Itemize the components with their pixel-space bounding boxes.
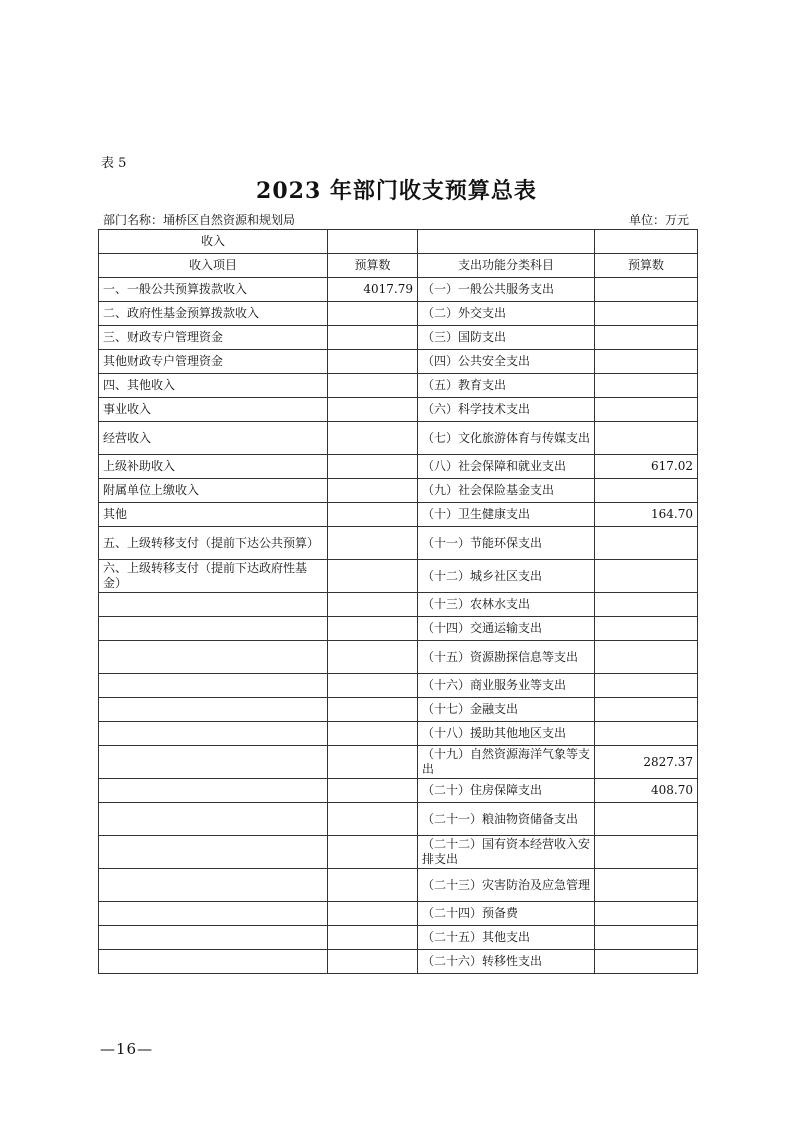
income-amount-cell	[328, 722, 418, 746]
expense-item-cell: （一）一般公共服务支出	[418, 278, 595, 302]
expense-item-cell: （十）卫生健康支出	[418, 503, 595, 527]
expense-amount-cell	[595, 902, 698, 926]
expense-amount-cell	[595, 617, 698, 641]
income-item-cell: 四、其他收入	[99, 374, 328, 398]
income-item-cell: 三、财政专户管理资金	[99, 326, 328, 350]
expense-amount-header: 预算数	[595, 254, 698, 278]
table-row	[99, 950, 698, 974]
income-amount-cell	[328, 479, 418, 503]
table-row	[99, 722, 698, 746]
income-item-cell: 附属单位上缴收入	[99, 479, 328, 503]
table-row	[99, 593, 698, 617]
expense-item-header: 支出功能分类科目	[418, 254, 595, 278]
income-item-cell: 六、上级转移支付（提前下达政府性基金）	[99, 560, 328, 593]
income-item-cell	[99, 674, 328, 698]
income-item-cell: 其他	[99, 503, 328, 527]
income-item-cell	[99, 698, 328, 722]
expense-item-cell: （九）社会保险基金支出	[418, 479, 595, 503]
expense-item-cell: （五）教育支出	[418, 374, 595, 398]
table-row	[99, 617, 698, 641]
table-row	[99, 398, 698, 422]
table-row	[99, 803, 698, 836]
expense-item-cell: （十一）节能环保支出	[418, 527, 595, 560]
expense-amount-cell	[595, 722, 698, 746]
expense-item-cell: （十九）自然资源海洋气象等支出	[418, 746, 595, 779]
expense-amount-cell: 164.70	[595, 503, 698, 527]
expense-amount-cell	[595, 350, 698, 374]
income-amount-cell	[328, 593, 418, 617]
table-row	[99, 374, 698, 398]
income-item-header: 收入项目	[99, 254, 328, 278]
expense-amount-cell	[595, 698, 698, 722]
table-row	[99, 560, 698, 593]
income-item-cell: 经营收入	[99, 422, 328, 455]
income-amount-cell	[328, 302, 418, 326]
income-amount-cell	[328, 560, 418, 593]
expense-amount-cell	[595, 950, 698, 974]
income-item-cell	[99, 617, 328, 641]
income-item-cell: 事业收入	[99, 398, 328, 422]
income-amount-cell	[328, 398, 418, 422]
expense-amount-cell	[595, 836, 698, 869]
expense-amount-cell	[595, 926, 698, 950]
expense-item-cell: （十二）城乡社区支出	[418, 560, 595, 593]
income-amount-cell	[328, 746, 418, 779]
table-row	[99, 779, 698, 803]
income-item-cell	[99, 593, 328, 617]
income-amount-cell	[328, 902, 418, 926]
expense-item-cell: （十三）农林水支出	[418, 593, 595, 617]
unit-label: 单位：万元	[628, 213, 689, 227]
expense-amount-cell	[595, 527, 698, 560]
income-item-cell	[99, 926, 328, 950]
expense-amount-cell	[595, 869, 698, 902]
income-amount-cell	[328, 527, 418, 560]
income-amount-cell	[328, 674, 418, 698]
income-item-cell	[99, 722, 328, 746]
income-item-cell	[99, 641, 328, 674]
income-item-cell: 二、政府性基金预算拨款收入	[99, 302, 328, 326]
table-row	[99, 422, 698, 455]
table-row	[99, 302, 698, 326]
income-amount-cell	[328, 503, 418, 527]
table-row	[99, 746, 698, 779]
income-section-header: 收入	[99, 230, 328, 254]
expense-amount-cell: 2827.37	[595, 746, 698, 779]
income-item-cell	[99, 950, 328, 974]
expense-amount-cell	[595, 560, 698, 593]
table-row	[99, 641, 698, 674]
expense-item-cell: （二十五）其他支出	[418, 926, 595, 950]
expense-item-cell: （十五）资源勘探信息等支出	[418, 641, 595, 674]
expense-item-cell: （二）外交支出	[418, 302, 595, 326]
expense-amount-cell: 408.70	[595, 779, 698, 803]
expense-amount-cell	[595, 593, 698, 617]
table-row	[99, 698, 698, 722]
expense-item-cell: （十六）商业服务业等支出	[418, 674, 595, 698]
expense-item-cell: （二十三）灾害防治及应急管理	[418, 869, 595, 902]
income-amount-cell	[328, 803, 418, 836]
income-amount-cell: 4017.79	[328, 278, 418, 302]
income-amount-cell	[328, 641, 418, 674]
table-row	[99, 350, 698, 374]
expense-amount-cell	[595, 641, 698, 674]
income-item-cell	[99, 746, 328, 779]
expense-amount-cell	[595, 326, 698, 350]
income-amount-cell	[328, 617, 418, 641]
income-amount-cell	[328, 455, 418, 479]
income-amount-cell	[328, 374, 418, 398]
table-row	[99, 455, 698, 479]
expense-item-cell: （八）社会保障和就业支出	[418, 455, 595, 479]
income-item-cell	[99, 836, 328, 869]
expense-item-cell: （六）科学技术支出	[418, 398, 595, 422]
table-row	[99, 503, 698, 527]
expense-amount-cell	[595, 374, 698, 398]
income-item-cell: 其他财政专户管理资金	[99, 350, 328, 374]
income-item-cell: 上级补助收入	[99, 455, 328, 479]
budget-table	[98, 229, 698, 974]
income-item-cell: 五、上级转移支付（提前下达公共预算）	[99, 527, 328, 560]
income-item-cell: 一、一般公共预算拨款收入	[99, 278, 328, 302]
department-name: 部门名称：埇桥区自然资源和规划局	[103, 213, 296, 227]
table-row	[99, 326, 698, 350]
income-item-cell	[99, 779, 328, 803]
expense-item-cell: （二十二）国有资本经营收入安排支出	[418, 836, 595, 869]
table-row	[99, 674, 698, 698]
income-amount-cell	[328, 350, 418, 374]
income-amount-cell	[328, 869, 418, 902]
page-title: 2023 年部门收支预算总表	[256, 178, 537, 204]
expense-item-cell: （二十四）预备费	[418, 902, 595, 926]
expense-amount-cell	[595, 398, 698, 422]
expense-item-cell: （四）公共安全支出	[418, 350, 595, 374]
expense-item-cell: （二十一）粮油物资储备支出	[418, 803, 595, 836]
table-row	[99, 278, 698, 302]
column-header-row	[99, 254, 698, 278]
income-amount-cell	[328, 326, 418, 350]
income-amount-cell	[328, 422, 418, 455]
expense-amount-cell	[595, 674, 698, 698]
income-amount-header: 预算数	[328, 254, 418, 278]
expense-item-cell: （三）国防支出	[418, 326, 595, 350]
expense-item-cell: （七）文化旅游体育与传媒支出	[418, 422, 595, 455]
expense-item-cell: （十四）交通运输支出	[418, 617, 595, 641]
table-row	[99, 926, 698, 950]
expense-item-cell: （十八）援助其他地区支出	[418, 722, 595, 746]
table-row	[99, 869, 698, 902]
page-number: —16—	[100, 1040, 154, 1058]
expense-item-cell: （二十六）转移性支出	[418, 950, 595, 974]
table-row	[99, 527, 698, 560]
expense-amount-cell	[595, 479, 698, 503]
expense-amount-cell	[595, 803, 698, 836]
income-amount-cell	[328, 836, 418, 869]
expense-item-cell: （十七）金融支出	[418, 698, 595, 722]
income-amount-cell	[328, 779, 418, 803]
expense-amount-cell	[595, 302, 698, 326]
table-row	[99, 836, 698, 869]
section-header-row	[99, 230, 698, 254]
income-amount-cell	[328, 698, 418, 722]
income-item-cell	[99, 869, 328, 902]
expense-amount-cell	[595, 422, 698, 455]
table-row	[99, 902, 698, 926]
table-number: 表 5	[101, 156, 127, 171]
expense-amount-cell: 617.02	[595, 455, 698, 479]
income-amount-cell	[328, 926, 418, 950]
expense-amount-cell	[595, 278, 698, 302]
table-row	[99, 479, 698, 503]
income-item-cell	[99, 902, 328, 926]
income-item-cell	[99, 803, 328, 836]
expense-item-cell: （二十）住房保障支出	[418, 779, 595, 803]
income-amount-cell	[328, 950, 418, 974]
